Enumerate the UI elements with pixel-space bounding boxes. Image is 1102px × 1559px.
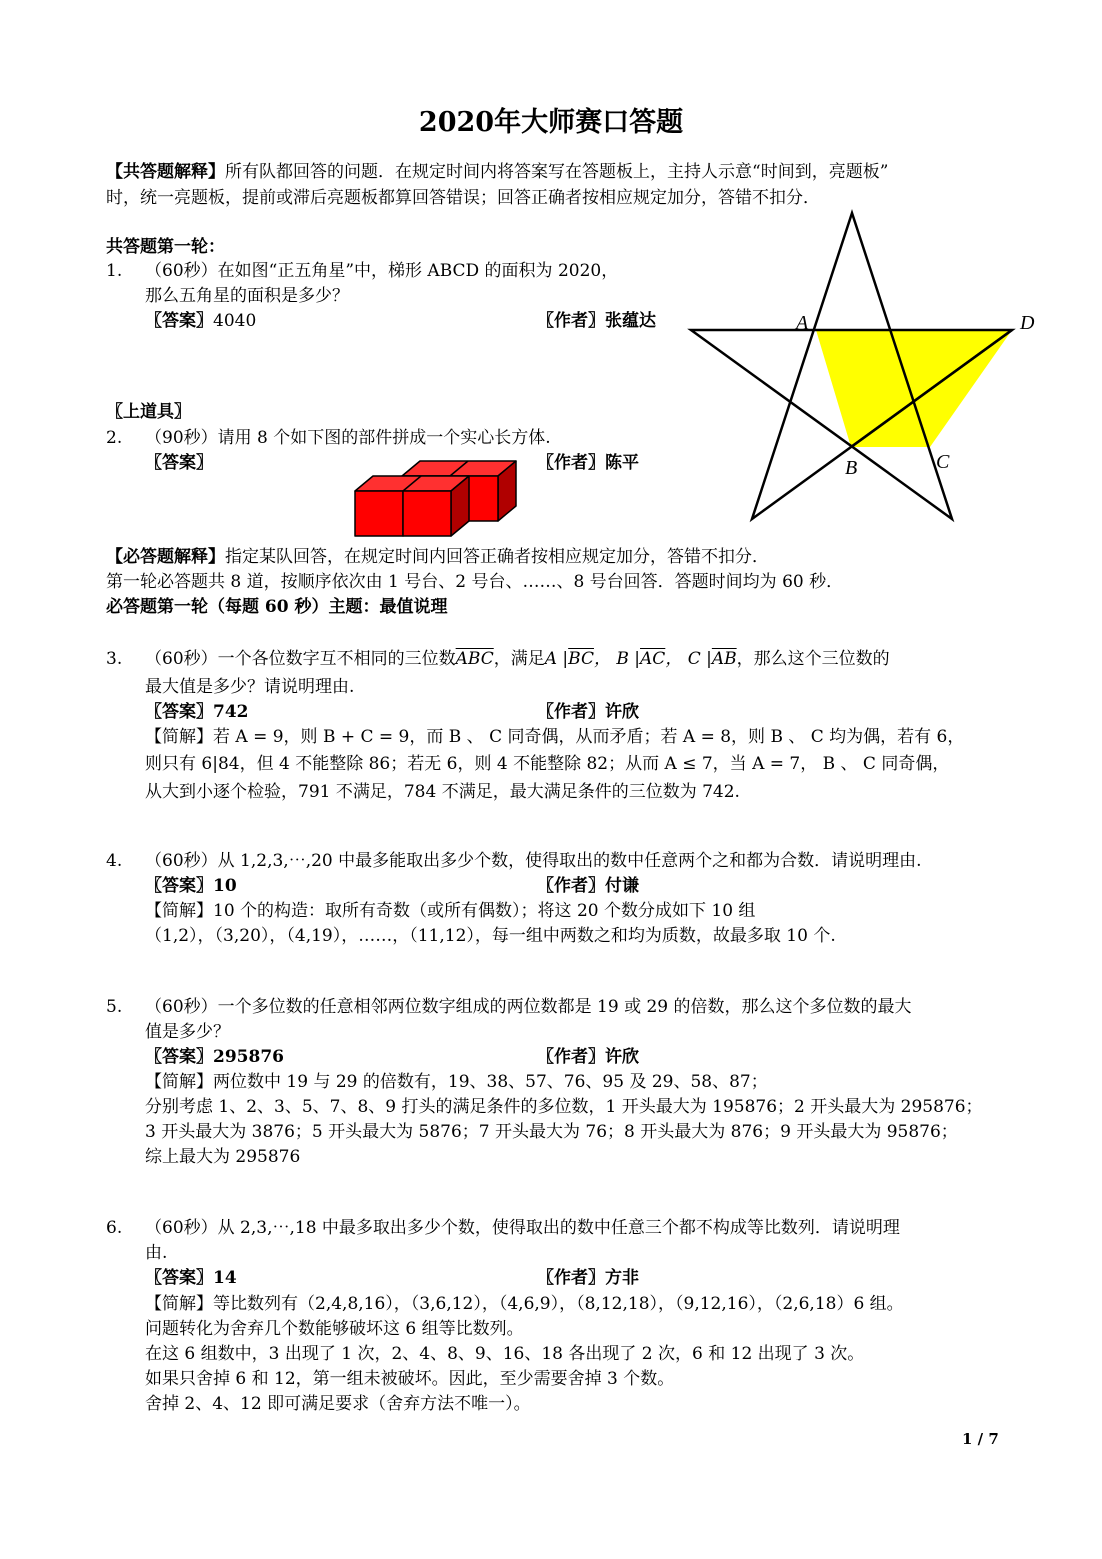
cube-top-front [355, 476, 469, 491]
q3-text-1b: ，满足 [493, 649, 545, 669]
q2-number: 2. [106, 428, 123, 448]
q6-answer-value: 14 [213, 1268, 237, 1288]
q6-author [537, 1266, 639, 1290]
q4-author-label: 〖作者〗 [537, 876, 605, 896]
q5-author [537, 1045, 639, 1069]
cube-front-back-2 [450, 476, 498, 521]
q3-answer-value: 742 [213, 702, 249, 722]
q4-number: 4. [106, 851, 123, 871]
required-text-2: 第一轮必答题共 8 道，按顺序依次由 1 号台、2 号台、……、8 号台回答．答题时间均为 60 秒． [106, 572, 844, 592]
shared-intro-text-2: 时，统一亮题板，提前或滞后亮题板都算回答错误；回答正确者按相应规定加分，答错不扣分． [106, 188, 820, 208]
q2-answer-label: 〖答案〗 [145, 453, 213, 473]
q2-author [537, 451, 639, 475]
required-round-heading: 必答题第一轮（每题 60 秒）主题：最值说理 [106, 597, 448, 617]
q6-solution-5: 舍掉 2、4、12 即可满足要求（舍弃方法不唯一）。 [145, 1394, 531, 1414]
q6-author-name: 方非 [605, 1268, 639, 1288]
q1-answer-label: 〖答案〗 [145, 311, 213, 331]
q4-solution-2: （1,2），（3,20），（4,19），……，（11,12），每一组中两数之和均为质数，故最多取 10 个. [145, 926, 836, 946]
q4-solution-1: 【简解】10 个的构造：取所有奇数（或所有偶数）；将这 20 个数分成如下 10 组 [145, 901, 756, 921]
q5-solution-3: 3 开头最大为 3876；5 开头最大为 5876；7 开头最大为 76；8 开头最大为 876；9 开头最大为 95876； [145, 1122, 958, 1142]
q4-author [537, 874, 639, 898]
q3-author [537, 700, 639, 724]
q3-solution-3: 从大到小逐个检验，791 不满足，784 不满足，最大满足条件的三位数为 742. [145, 782, 740, 802]
q6-solution-3: 在这 6 组数中，3 出现了 1 次，2、4、8、9、16、18 各出现了 2 次，6 和 12 出现了 3 次。 [145, 1344, 865, 1364]
shared-intro-text-1: 所有队都回答的问题．在规定时间内将答案写在答题板上，主持人示意“时间到，亮题板” [225, 162, 889, 182]
q6-text-1: （60秒）从 2,3,⋯,18 中最多取出多少个数，使得取出的数中任意三个都不构成等比数列．请说明理 [145, 1218, 900, 1238]
q1-author [537, 309, 656, 333]
page-number: 1 / 7 [962, 1430, 999, 1448]
q1-answer-value: 4040 [213, 311, 257, 331]
q1-author-name: 张蕴达 [605, 311, 656, 331]
q5-solution-2: 分别考虑 1、2、3、5、7、8、9 打头的满足条件的多位数，1 开头最大为 195876；2 开头最大为 295876； [145, 1097, 983, 1117]
q3-solution-2: 则只有 6|84，但 4 不能整除 86；若无 6，则 4 不能整除 82；从而 A ≤ 7，当 A = 7， B 、 C 同奇偶， [145, 754, 950, 774]
star-label-d: D [1020, 312, 1035, 334]
q1-text-2: 那么五角星的面积是多少？ [145, 286, 349, 306]
star-label-c: C [936, 451, 950, 473]
q3-abc-overline: $\overline{ABC}$ [455, 649, 494, 669]
required-label: 【必答题解释】 [106, 547, 225, 567]
q1-author-label: 〖作者〗 [537, 311, 605, 331]
q4-answer-value: 10 [213, 876, 237, 896]
star-label-a: A [796, 312, 809, 334]
q1-number: 1. [106, 261, 123, 281]
q6-number: 6. [106, 1218, 123, 1238]
q3-cond-3: ， C | [665, 649, 712, 669]
q3-text-2: 最大值是多少？请说明理由. [145, 677, 355, 697]
q3-number: 3. [106, 649, 123, 669]
shared-intro-line-1 [106, 160, 888, 184]
cube-top-divider-back [450, 461, 468, 476]
q4-author-name: 付谦 [605, 876, 639, 896]
shared-round-heading: 共答题第一轮： [106, 237, 225, 257]
q5-answer-value: 295876 [213, 1047, 284, 1067]
q5-text-1: （60秒）一个多位数的任意相邻两位数字组成的两位数都是 19 或 29 的倍数，那么这个多位数的最大 [145, 997, 912, 1017]
required-text-1: 指定某队回答，在规定时间内回答正确者按相应规定加分，答错不扣分． [225, 547, 769, 567]
q1-text-1: （60秒）在如图“正五角星”中，梯形 ABCD 的面积为 2020， [145, 261, 619, 281]
cube-front-2 [403, 491, 451, 536]
q3-answer-label: 〖答案〗 [145, 702, 213, 722]
q3-cond-2: ， B | [593, 649, 641, 669]
cube-front-1 [355, 491, 403, 536]
q6-text-2: 由. [145, 1243, 168, 1263]
q6-solution-4: 如果只舍掉 6 和 12，第一组未被破坏。因此，至少需要舍掉 3 个数。 [145, 1369, 675, 1389]
q6-solution-1: 【简解】等比数列有（2,4,8,16），（3,6,12），（4,6,9），（8,12,18），（9,12,16），（2,6,18）6 组。 [145, 1294, 904, 1314]
q3-ab-overline: $\overline{AB}$ [711, 649, 737, 669]
q4-text-1: （60秒）从 1,2,3,⋯,20 中最多能取出多少个数，使得取出的数中任意两个之和都为合数．请说明理由. [145, 851, 922, 871]
q3-text-1c: ，那么这个三位数的 [736, 649, 890, 669]
trapezoid-abcd [816, 330, 1012, 447]
q5-number: 5. [106, 997, 123, 1017]
q5-answer [145, 1045, 284, 1069]
q2-text: （90秒）请用 8 个如下图的部件拼成一个实心长方体. [145, 428, 551, 448]
q6-author-label: 〖作者〗 [537, 1268, 605, 1288]
q6-answer-label: 〖答案〗 [145, 1268, 213, 1288]
q3-cond-1: A | [544, 649, 569, 669]
page-title: 2020年大师赛口答题 [418, 107, 684, 138]
cube-side-front [451, 476, 469, 536]
cube-top-back [402, 461, 516, 476]
q4-answer [145, 874, 237, 898]
q3-text-1 [145, 647, 890, 671]
required-intro-line-1 [106, 545, 769, 569]
q3-author-name: 许欣 [605, 702, 639, 722]
q5-solution-4: 综上最大为 295876 [145, 1147, 301, 1167]
q3-answer [145, 700, 249, 724]
q6-solution-2: 问题转化为舍弃几个数能够破坏这 6 组等比数列。 [145, 1319, 524, 1339]
q3-solution-1: 【简解】若 A = 9，则 B + C = 9，而 B 、 C 同奇偶，从而矛盾；若 A = 8，则 B 、 C 均为偶，若有 6， [145, 727, 965, 747]
props-heading: 〖上道具〗 [106, 402, 191, 422]
q1-answer [145, 309, 256, 333]
q5-solution-1: 【简解】两位数中 19 与 29 的倍数有，19、38、57、76、95 及 29、58、87； [145, 1072, 768, 1092]
cube-front-back-1 [402, 476, 450, 521]
q5-author-name: 许欣 [605, 1047, 639, 1067]
q5-answer-label: 〖答案〗 [145, 1047, 213, 1067]
q5-author-label: 〖作者〗 [537, 1047, 605, 1067]
star-label-b: B [845, 457, 858, 479]
q2-author-label: 〖作者〗 [537, 453, 605, 473]
q5-text-2: 值是多少？ [145, 1022, 230, 1042]
cube-top-divider [403, 476, 421, 491]
shared-intro-label: 【共答题解释】 [106, 162, 225, 182]
star-outline [691, 213, 1012, 519]
q4-answer-label: 〖答案〗 [145, 876, 213, 896]
q2-author-name: 陈平 [605, 453, 639, 473]
q3-text-1a: （60秒）一个各位数字互不相同的三位数 [145, 649, 456, 669]
cube-side-back [498, 461, 516, 521]
q3-bc-overline: $\overline{BC}$ [568, 649, 594, 669]
q3-author-label: 〖作者〗 [537, 702, 605, 722]
diagonal-bd [851, 330, 1012, 447]
q6-answer [145, 1266, 237, 1290]
q3-ac-overline: $\overline{AC}$ [640, 649, 666, 669]
